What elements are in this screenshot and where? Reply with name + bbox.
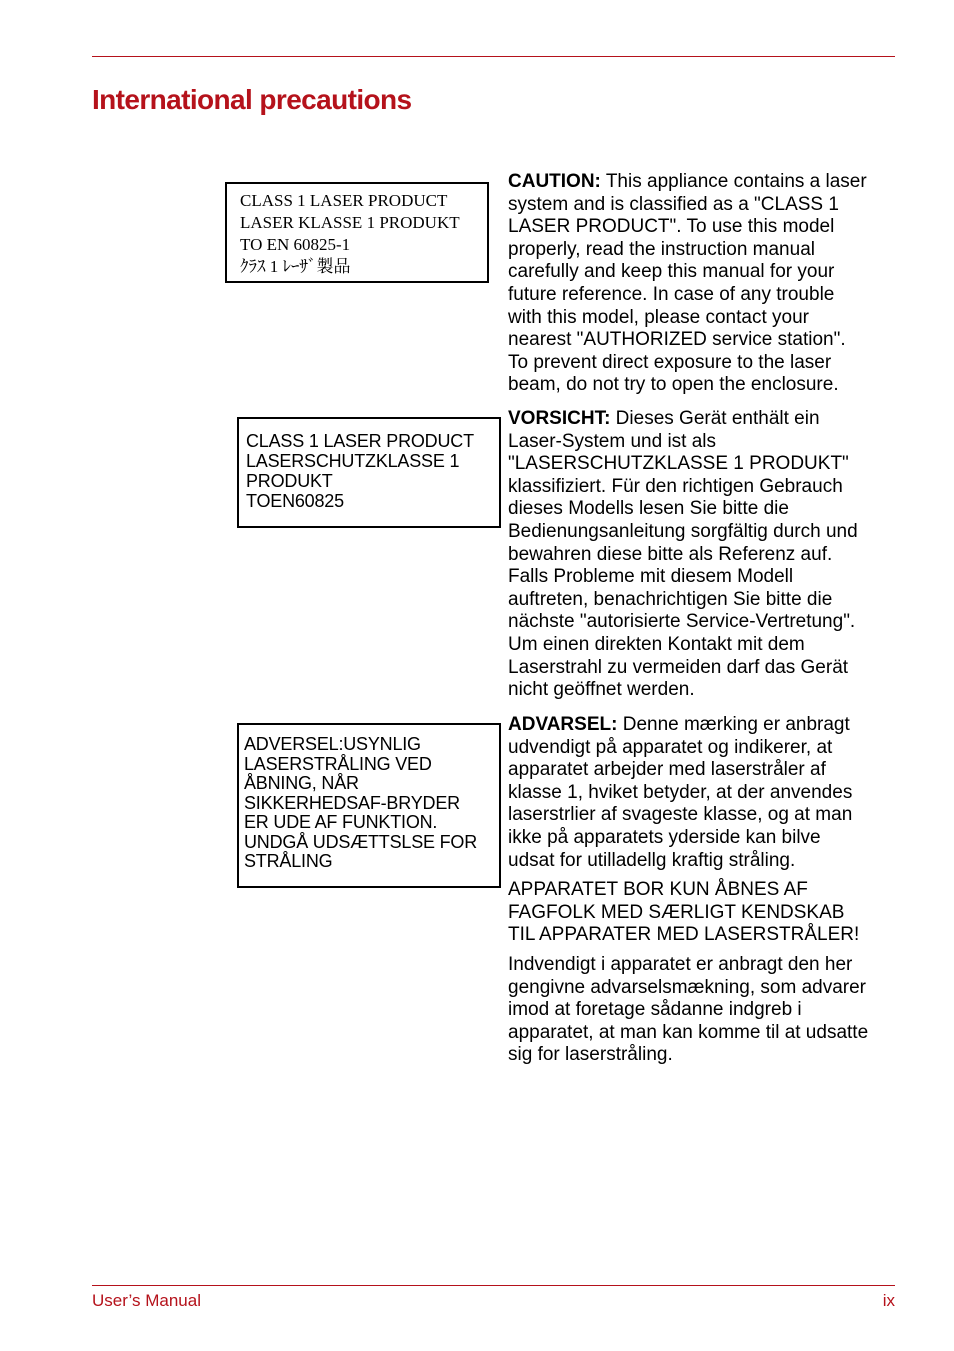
- paragraph-line: To prevent direct exposure to the laser: [508, 351, 832, 373]
- label-line: UNDGÅ UDSÆTTSLSE FOR: [244, 831, 478, 852]
- paragraph-line: future reference. In case of any trouble: [508, 283, 835, 305]
- footer-manual-title: User’s Manual: [92, 1291, 201, 1310]
- label-line: ADVERSEL:USYNLIG: [244, 734, 421, 754]
- label-line: CLASS 1 LASER PRODUCT: [240, 191, 448, 210]
- paragraph-line: laserstrlier af svageste klasse, og at man: [508, 804, 853, 826]
- paragraph-line: Bedienungsanleitung sorgfältig durch und: [508, 520, 858, 542]
- paragraph-line: carefully and keep this manual for your: [508, 261, 835, 283]
- footer-rule: [92, 1285, 895, 1286]
- paragraph-line: properly, read the instruction manual: [508, 238, 815, 260]
- laser-label-english-japanese: [225, 182, 489, 283]
- label-line: ÅBNING, NÅR: [244, 773, 359, 793]
- paragraph-line: APPARATET BOR KUN ÅBNES AF: [508, 879, 808, 900]
- paragraph-line: auftreten, benachrichtigen Sie bitte die: [508, 588, 833, 610]
- paragraph-line: sig for laserstråling.: [508, 1044, 673, 1066]
- paragraph-line: udvendigt på apparatet og indikerer, at: [508, 736, 833, 758]
- danish-warning-paragraph: [508, 879, 898, 947]
- label-line: STRÅLING: [244, 851, 333, 871]
- paragraph-line: imod at foretage sådanne indgreb i: [508, 999, 802, 1021]
- caution-paragraph: [508, 171, 898, 397]
- paragraph-line: nicht geöffnet werden.: [508, 679, 695, 701]
- label-line: LASERSCHUTZKLASSE 1: [246, 451, 460, 471]
- paragraph-line: apparatet, at man kan komme til at udsatte: [508, 1021, 869, 1043]
- paragraph-line: Denne mærking er anbragt: [617, 714, 850, 735]
- paragraph-line: TIL APPARATER MED LASERSTRÅLER!: [508, 924, 860, 946]
- paragraph-line: with this model, please contact your: [508, 306, 809, 328]
- laser-label-german: [237, 417, 501, 528]
- paragraph-line: LASER PRODUCT". To use this model: [508, 216, 835, 238]
- paragraph-line: "LASERSCHUTZKLASSE 1 PRODUKT": [508, 453, 849, 475]
- paragraph-line: klassifiziert. Für den richtigen Gebrauch: [508, 475, 843, 497]
- paragraph-line: Laserstrahl zu vermeiden darf das Gerät: [508, 656, 849, 678]
- caution-keyword: CAUTION:: [508, 171, 601, 192]
- label-line: TOEN60825: [246, 491, 344, 511]
- header-rule: [92, 56, 895, 57]
- label-line: SIKKERHEDSAF-BRYDER: [244, 792, 460, 813]
- label-line: TO EN 60825-1: [240, 235, 351, 254]
- paragraph-line: bewahren diese bitte als Referenz auf.: [508, 543, 833, 565]
- paragraph-line: FAGFOLK MED SÆRLIGT KENDSKAB: [508, 901, 845, 923]
- paragraph-line: gengivne advarselsmækning, som advarer: [508, 976, 867, 998]
- paragraph-line: Um einen direkten Kontakt mit dem: [508, 633, 805, 655]
- label-line: CLASS 1 LASER PRODUCT: [246, 431, 474, 451]
- label-line: ER UDE AF FUNKTION.: [244, 812, 438, 832]
- paragraph-line: This appliance contains a laser: [600, 171, 867, 192]
- vorsicht-paragraph: [508, 408, 898, 702]
- paragraph-line: system and is classified as a "CLASS 1: [508, 193, 839, 215]
- danish-info-paragraph: [508, 954, 898, 1067]
- paragraph-line: klasse 1, hviket betyder, at der anvendes: [508, 781, 853, 803]
- label-line: LASERSTRÅLING VED: [244, 753, 432, 774]
- paragraph-line: Laser-System und ist als: [508, 430, 717, 452]
- advarsel-paragraph: [508, 714, 898, 872]
- label-line: LASER KLASSE 1 PRODUKT: [240, 213, 460, 232]
- paragraph-line: Indvendigt i apparatet er anbragt den her: [508, 954, 853, 975]
- paragraph-line: apparatet arbejder med laserstråler af: [508, 759, 826, 781]
- paragraph-line: nächste "autorisierte Service-Vertretung".: [508, 611, 856, 633]
- paragraph-line: beam, do not try to open the enclosure.: [508, 374, 839, 396]
- page-title: International precautions: [92, 84, 412, 115]
- paragraph-line: nearest "AUTHORIZED service station".: [508, 329, 846, 351]
- paragraph-line: ikke på apparatets yderside kan bilve: [508, 826, 821, 848]
- paragraph-line: dieses Modells lesen Sie bitte die: [508, 498, 789, 520]
- paragraph-line: Falls Probleme mit diesem Modell: [508, 566, 794, 588]
- paragraph-line: udsat for utilladellg kraftig stråling.: [508, 849, 796, 871]
- label-line: ｸﾗｽ 1 ﾚｰｻﾞ製品: [240, 257, 351, 276]
- advarsel-keyword: ADVARSEL:: [508, 714, 618, 735]
- footer-page-number: ix: [882, 1291, 895, 1310]
- label-line: PRODUKT: [246, 471, 333, 491]
- paragraph-line: Dieses Gerät enthält ein: [610, 408, 820, 429]
- vorsicht-keyword: VORSICHT:: [508, 408, 611, 429]
- laser-label-danish: [237, 723, 501, 888]
